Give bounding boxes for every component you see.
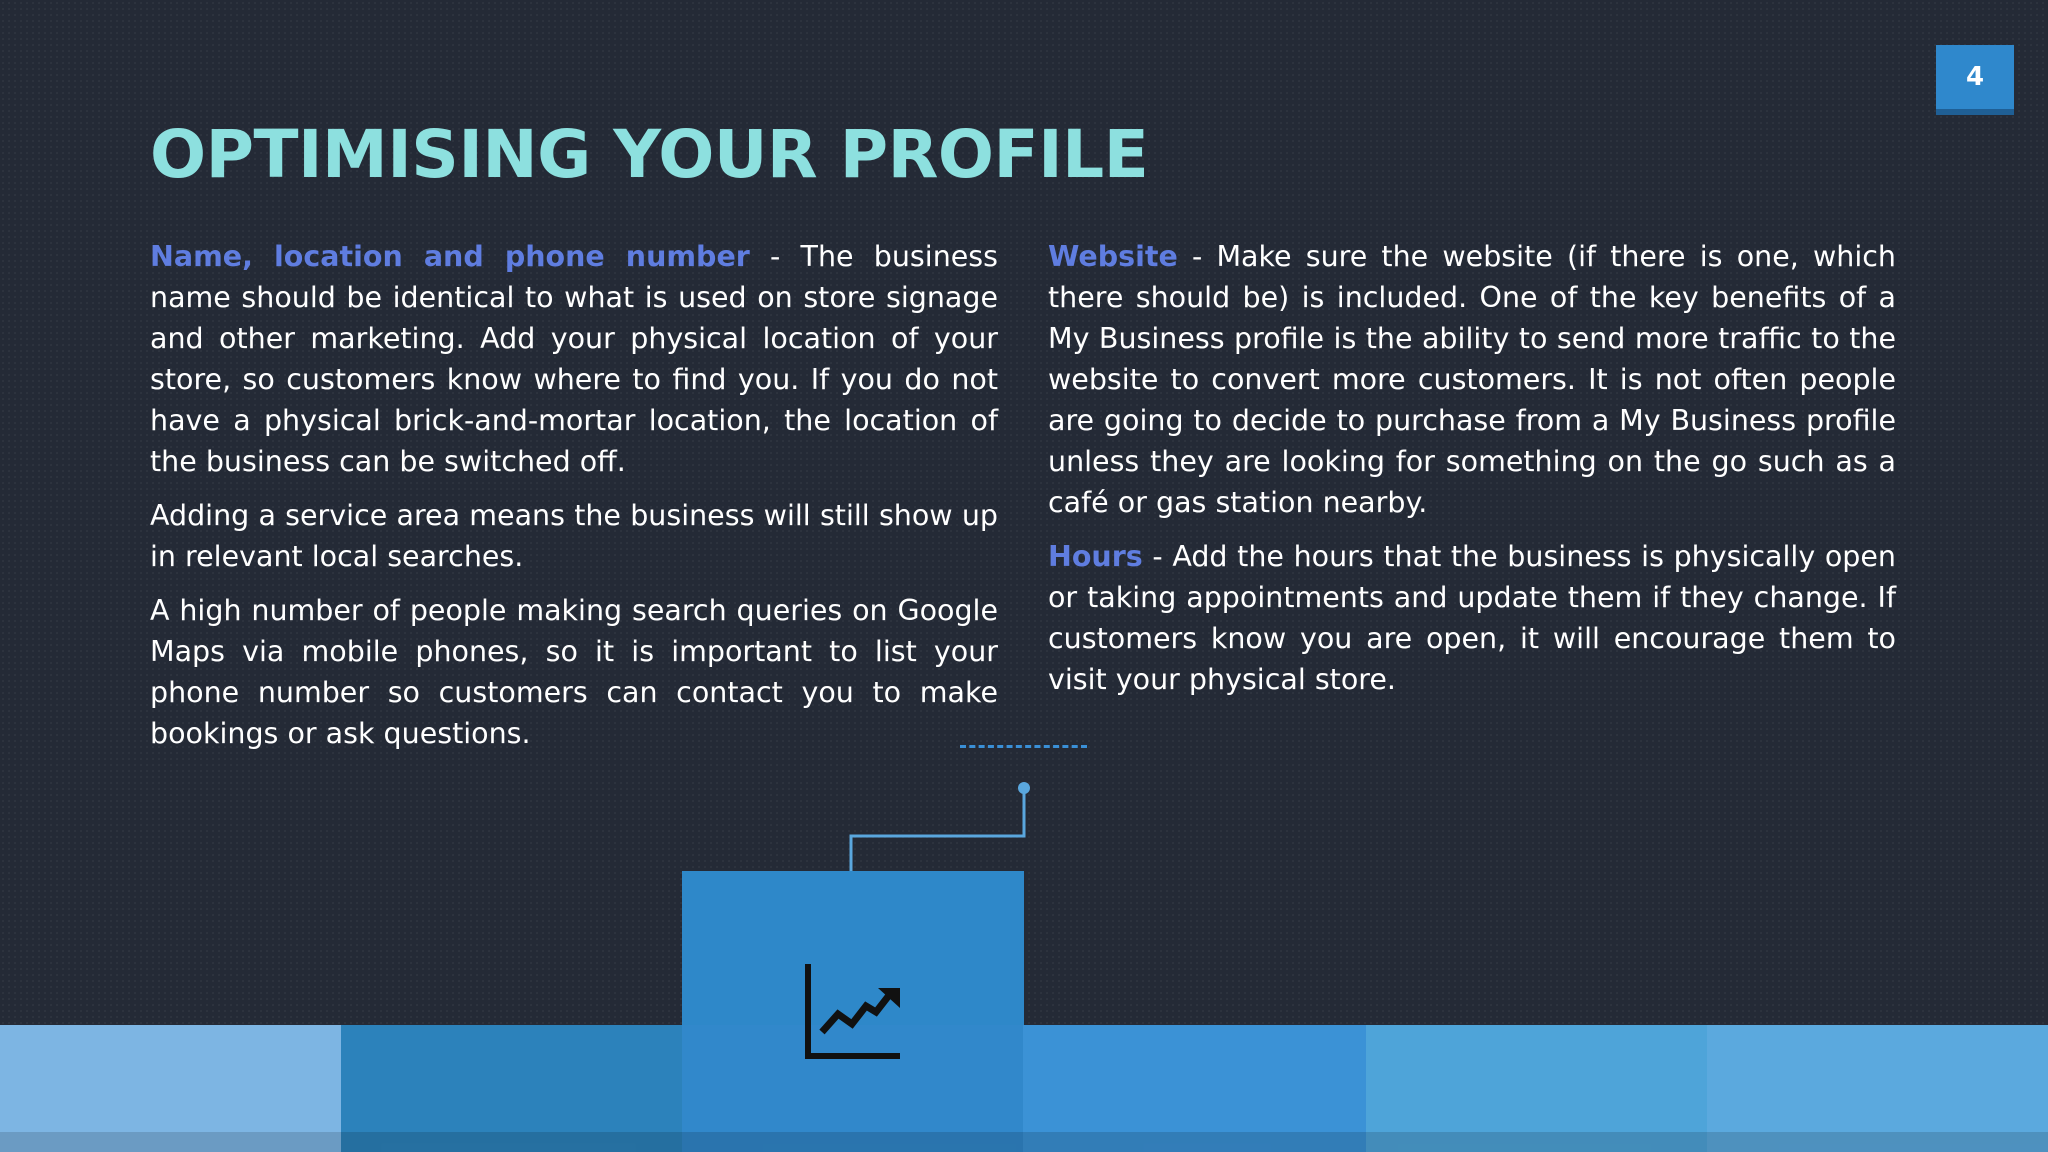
name-location-phone-heading: Name, location and phone number: [150, 240, 750, 273]
slide-title: OPTIMISING YOUR PROFILE: [150, 116, 1149, 193]
website-heading: Website: [1048, 240, 1178, 273]
right-text-column: [1048, 236, 1896, 713]
page-number-badge: [1936, 45, 2014, 115]
name-location-phone-text: - The business name should be identical to what is used on store signage and other marketing. Add your physical location of your store, so customers know where to find you. If you do not have a physical brick-and-mortar location, the location of the business can be switched off.: [150, 240, 998, 478]
website-text: - Make sure the website (if there is one, which there should be) is included. One of the key benefits of a My Business profile is the ability to send more traffic to the website to convert more customers. It is not often people are going to decide to purchase from a My Business profile unless they are looking for something on the go such as a café or gas station nearby.: [1048, 240, 1896, 519]
footer-band-shadow: [0, 1132, 2048, 1152]
hours-paragraph: [1048, 536, 1896, 700]
line-chart-trend-up-icon: [802, 962, 902, 1062]
hours-heading: Hours: [1048, 540, 1143, 573]
page-number: 4: [1965, 62, 1985, 92]
name-location-phone-paragraph: [150, 236, 998, 482]
left-text-column: [150, 236, 998, 767]
service-area-paragraph: Adding a service area means the business will still show up in relevant local searches.: [150, 499, 998, 573]
website-paragraph: [1048, 236, 1896, 523]
dashed-divider: [960, 745, 1087, 748]
phone-number-paragraph: A high number of people making search queries on Google Maps via mobile phones, so it is important to list your phone number so customers can contact you to make bookings or ask questions.: [150, 594, 998, 750]
hours-text: - Add the hours that the business is physically open or taking appointments and update them if they change. If customers know you are open, it will encourage them to visit your physical store.: [1048, 540, 1896, 696]
